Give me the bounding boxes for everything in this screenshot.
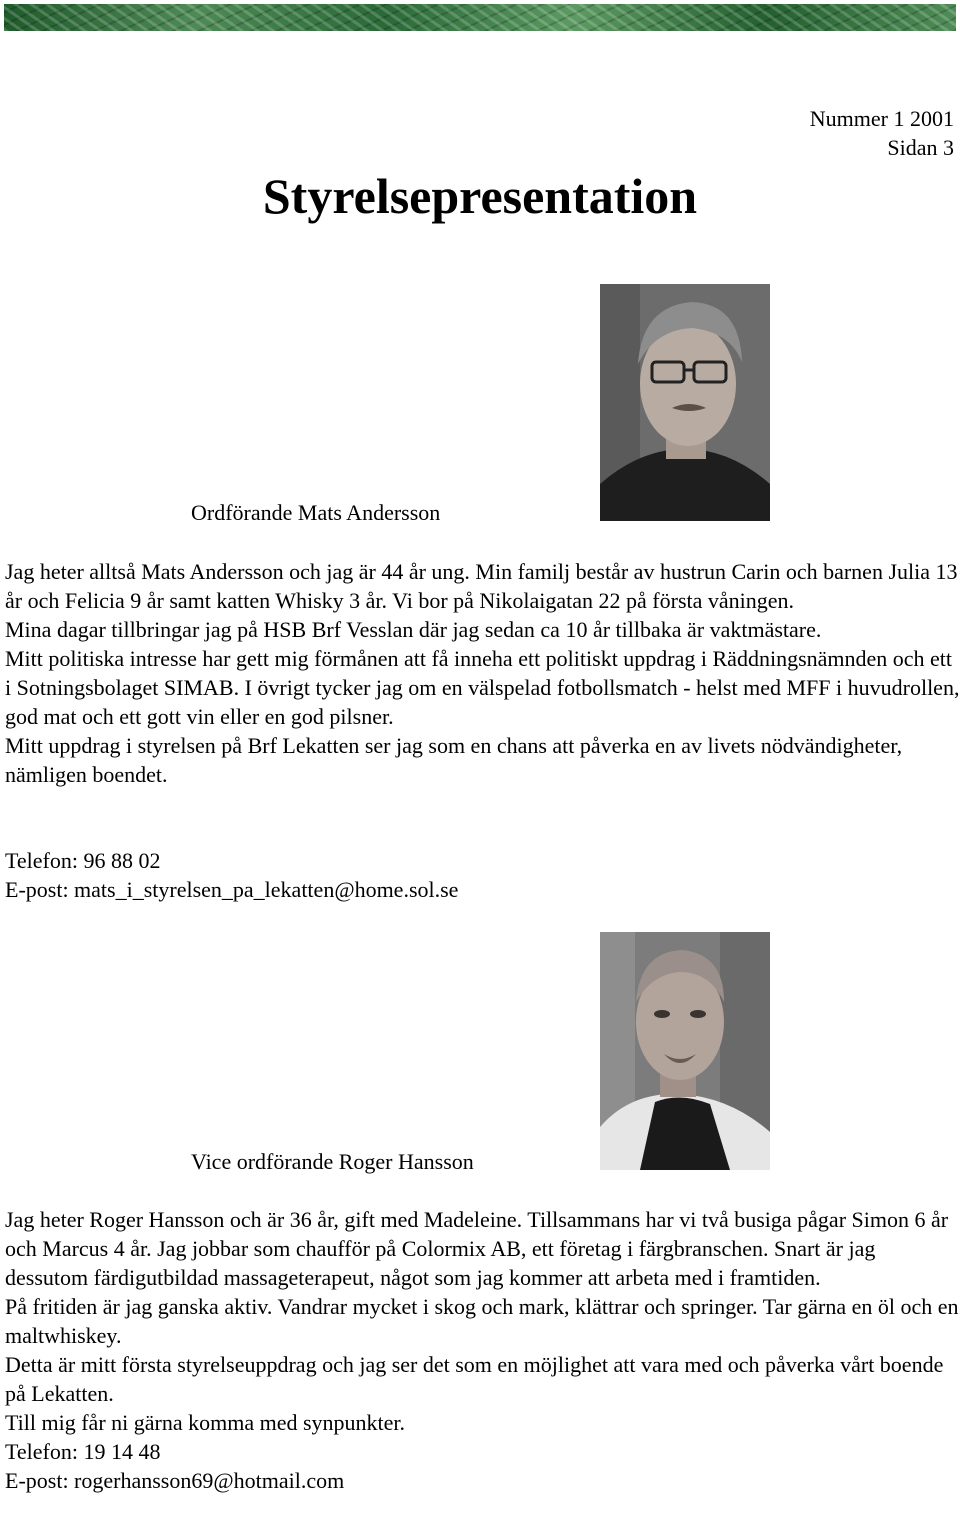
banner-texture <box>4 4 956 31</box>
contact-mats <box>5 846 960 904</box>
bio-paragraph: Mitt politiska intresse har gett mig förmånen att få inneha ett politiskt uppdrag i Räddningsnämnden och ett i Sotningsbolaget SIMAB. I övrigt tycker jag om en välspelad fotbollsmatch - helst med MFF i huvudrollen, god mat och ett gott vin eller en god pilsner. <box>5 646 960 729</box>
bio-paragraph: På fritiden är jag ganska aktiv. Vandrar mycket i skog och mark, klättrar och springer. Tar gärna en öl och en maltwhiskey. <box>5 1294 959 1348</box>
page-title: Styrelsepresentation <box>262 168 698 224</box>
bio-paragraph: Jag heter Roger Hansson och är 36 år, gift med Madeleine. Tillsammans har vi två busiga pågar Simon 6 år och Marcus 4 år. Jag jobbar som chaufför på Colormix AB, ett företag i färgbranschen. Snart är jag dessutom färdigutbildad massageterapeut, något som jag kommer att arbeta med i framtiden. <box>5 1207 949 1290</box>
portrait-photo-mats <box>600 284 770 521</box>
phone-text: Telefon: 19 14 48 <box>5 1439 161 1464</box>
portrait-roger-graphic <box>600 932 770 1170</box>
email-text: E-post: mats_i_styrelsen_pa_lekatten@home.sol.se <box>5 877 459 902</box>
bio-paragraph: Mina dagar tillbringar jag på HSB Brf Vesslan där jag sedan ca 10 år tillbaka är vaktmästare. <box>5 617 822 642</box>
bio-paragraph: Detta är mitt första styrelseuppdrag och jag ser det som en möjlighet att vara med och påverka vårt boende på Lekatten. <box>5 1352 944 1406</box>
caption-chairman: Ordförande Mats Andersson <box>191 500 441 525</box>
portrait-photo-roger <box>600 932 770 1170</box>
issue-number: Nummer 1 2001 <box>809 106 954 131</box>
header-banner <box>4 4 956 31</box>
portrait-mats-graphic <box>600 284 770 521</box>
page-number: Sidan 3 <box>887 135 954 160</box>
caption-vice-chairman: Vice ordförande Roger Hansson <box>191 1149 474 1174</box>
bio-roger <box>5 1205 960 1495</box>
bio-paragraph: Jag heter alltså Mats Andersson och jag är 44 år ung. Min familj består av hustrun Carin och barnen Julia 13 år och Felicia 9 år samt katten Whisky 3 år. Vi bor på Nikolaigatan 22 på första våningen. <box>5 559 958 613</box>
bio-paragraph: Mitt uppdrag i styrelsen på Brf Lekatten ser jag som en chans att påverka en av livets nödvändigheter, nämligen boendet. <box>5 733 903 787</box>
email-text: E-post: rogerhansson69@hotmail.com <box>5 1468 345 1493</box>
bio-mats <box>5 557 960 789</box>
issue-info <box>810 104 954 162</box>
bio-paragraph: Till mig får ni gärna komma med synpunkter. <box>5 1410 406 1435</box>
phone-text: Telefon: 96 88 02 <box>5 848 161 873</box>
